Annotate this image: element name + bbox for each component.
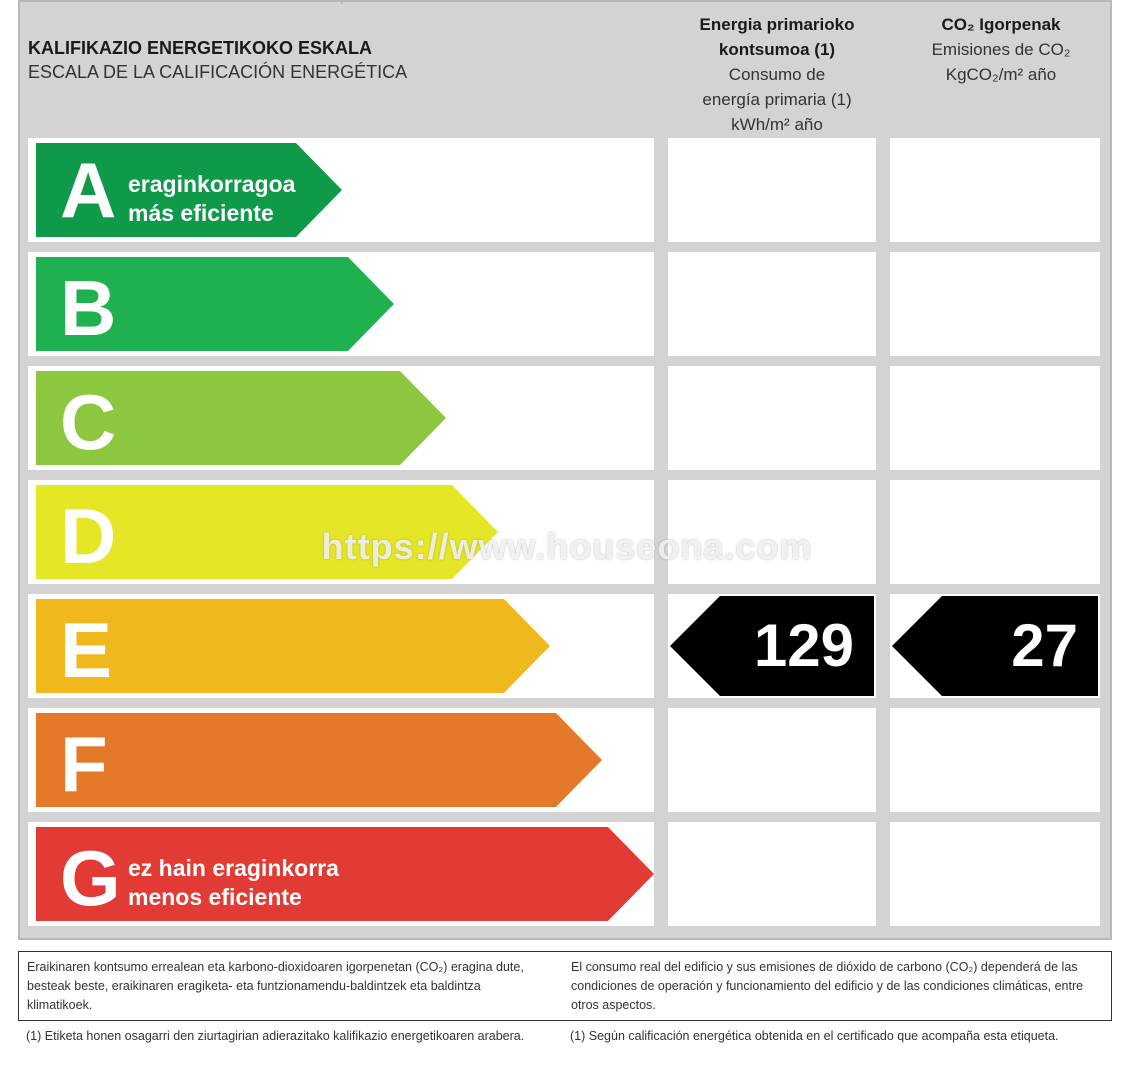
energy-cell-b xyxy=(668,252,876,356)
frame-tab xyxy=(18,0,343,4)
co2-header-line3: KgCO₂/m² año xyxy=(945,65,1057,84)
co2-header-line1: CO₂ Igorpenak xyxy=(941,15,1061,34)
scale-title-eu: KALIFIKAZIO ENERGETIKOKO ESKALA xyxy=(28,38,373,58)
rating-letter-d: D xyxy=(60,492,117,580)
notes-box xyxy=(18,951,1112,1021)
energy-header-line3: Consumo de xyxy=(728,65,826,84)
rating-row-f xyxy=(26,708,1104,812)
rating-desc-a-2: más eficiente xyxy=(128,200,274,226)
energy-cell-e xyxy=(668,594,876,698)
scale-cell xyxy=(28,138,654,242)
rating-letter-g: G xyxy=(60,834,121,922)
energy-header-line1: Energia primarioko xyxy=(699,15,855,34)
scale-cell xyxy=(28,822,654,926)
footnote-eu: (1) Etiketa honen osagarri den ziurtagirian adierazitako kalifikazio energetikoaren arabera. xyxy=(26,1029,525,1043)
co2-cell-g xyxy=(890,822,1100,926)
energy-cell-c xyxy=(668,366,876,470)
scale-cell xyxy=(28,252,654,356)
scale-cell xyxy=(28,366,654,470)
co2-cell-b xyxy=(890,252,1100,356)
rating-row-e xyxy=(26,594,1104,698)
co2-indicator-value: 27 xyxy=(1011,612,1078,679)
co2-cell-c xyxy=(890,366,1100,470)
rating-desc-g-2: menos eficiente xyxy=(128,884,302,910)
energy-cell-a xyxy=(668,138,876,242)
rating-letter-f: F xyxy=(60,720,108,808)
rating-row-c xyxy=(26,366,1104,470)
energy-header-line2: kontsumoa (1) xyxy=(718,40,836,59)
co2-cell-a xyxy=(890,138,1100,242)
co2-column-header xyxy=(888,12,1114,87)
energy-header-line4: energía primaria (1) xyxy=(702,90,852,109)
note-eu: Eraikinaren kontsumo errealean eta karbono-dioxidoaren igorpenetan (CO₂) eragina dute, besteak beste, eraikinaren eragiketa- eta funtzionamendu-baldintzek eta baldintza klimatikoek. xyxy=(27,960,524,1012)
co2-cell-f xyxy=(890,708,1100,812)
rating-letter-e: E xyxy=(60,606,113,694)
rating-row-b xyxy=(26,252,1104,356)
rating-desc-g-1: ez hain eraginkorra xyxy=(128,855,339,881)
scale-cell xyxy=(28,594,654,698)
energy-indicator-value: 129 xyxy=(753,612,854,679)
energy-cell-f xyxy=(668,708,876,812)
energy-header-line5: kWh/m² año xyxy=(731,115,823,134)
co2-header-line2: Emisiones de CO₂ xyxy=(931,40,1071,59)
watermark: https://www.houseona.com xyxy=(321,526,813,567)
rating-row-a xyxy=(26,138,1104,242)
footnote-es: (1) Según calificación energética obtenida en el certificado que acompaña esta etiqueta. xyxy=(570,1029,1059,1043)
energy-column-header xyxy=(662,12,892,137)
rating-arrow-f xyxy=(36,713,606,807)
energy-cell-g xyxy=(668,822,876,926)
rating-letter-c: C xyxy=(60,378,117,466)
scale-title-es: ESCALA DE LA CALIFICACIÓN ENERGÉTICA xyxy=(28,62,408,82)
rating-arrow-e-shape xyxy=(36,599,550,693)
co2-cell-e xyxy=(890,594,1100,698)
rating-letter-a: A xyxy=(60,146,117,234)
rating-desc-a-1: eraginkorragoa xyxy=(128,171,296,197)
rating-row-g xyxy=(26,822,1104,926)
rating-letter-b: B xyxy=(60,264,117,352)
rating-arrow-e xyxy=(36,599,554,693)
scale-cell xyxy=(28,708,654,812)
scale-title xyxy=(28,36,407,84)
note-es: El consumo real del edificio y sus emisiones de dióxido de carbono (CO₂) dependerá de las condiciones de operación y funcionamiento del edificio y de las condiciones climáticas, entre otros aspectos. xyxy=(571,960,1084,1012)
rating-arrow-f-shape xyxy=(36,713,602,807)
